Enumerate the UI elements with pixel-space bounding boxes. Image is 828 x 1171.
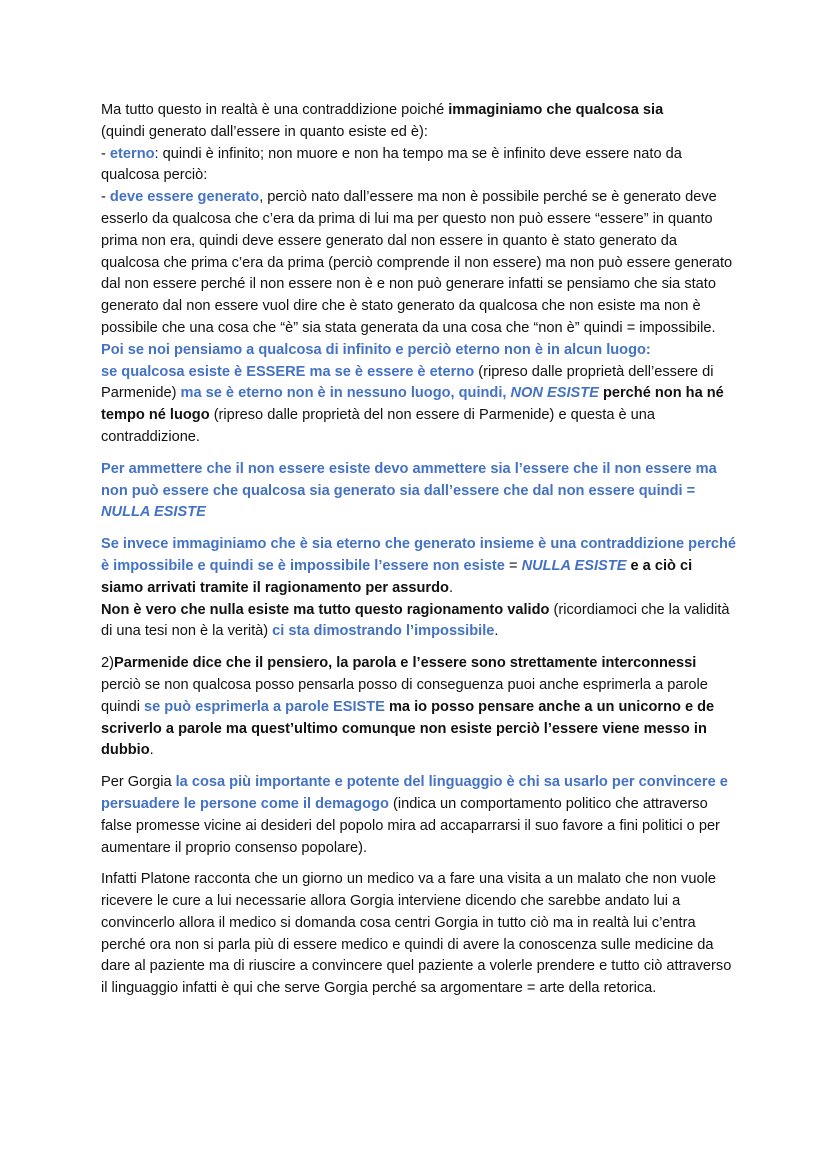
paragraph-invece xyxy=(101,534,737,643)
text-run: (ricordiamoci che la validità di una tesi non è la verità) xyxy=(101,601,730,640)
text-run: 2) xyxy=(101,655,114,672)
text-run: . xyxy=(494,623,499,640)
bold-run: Parmenide dice che il pensiero, la parola e l’essere sono strettamente interconnessi xyxy=(113,655,697,672)
text-run: : quindi è infinito; non muore e non ha tempo ma se è infinito deve essere nato da qualcosa perciò: xyxy=(101,145,682,184)
text-run: - xyxy=(101,145,110,162)
document-body xyxy=(101,100,737,1010)
paragraph-ammettere xyxy=(101,459,737,524)
bold-run: Non è vero che nulla esiste ma tutto questo ragionamento valido xyxy=(101,601,550,618)
highlight-non-esiste: NON ESISTE xyxy=(510,385,599,402)
highlight-run: ci sta dimostrando l’impossibile xyxy=(272,623,495,640)
highlight-nulla-esiste: NULLA ESISTE xyxy=(521,557,627,574)
text-run: (quindi generato dall’essere in quanto esiste ed è): xyxy=(101,123,428,140)
text-run: Infatti Platone racconta che un giorno un medico va a fare una visita a un malato che non vuole ricevere le cure a lui necessarie allora Gorgia interviene dicendo che sarebbe andato lui a convincerlo allora il medico si domanda cosa centri Gorgia in tutto ciò ma in realtà lui c’entra perché ora non si parla più di essere medico e quindi di avere la conoscenza sulle medicine da dare al paziente ma di riuscire a convincere quel paziente a volerle prendere e tutto ciò attraverso il linguaggio infatti è qui che serve Gorgia perché sa argomentare = arte della retorica. xyxy=(101,871,732,997)
highlight-run: se qualcosa esiste è ESSERE ma se è essere è eterno xyxy=(101,363,475,380)
bold-run: perché non ha né tempo né luogo xyxy=(101,385,724,424)
text-run: . xyxy=(448,579,453,596)
keyword-eterno: eterno xyxy=(109,145,155,162)
highlight-run: Se invece immaginiamo che è sia eterno che generato insieme è una contraddizione perché è impossibile e quindi se è impossibile l’essere non esiste xyxy=(101,536,737,574)
keyword-generato: deve essere generato xyxy=(109,189,260,206)
highlight-run: la cosa più importante e potente del linguaggio è chi sa usarlo per convincere e persuadere le persone come il demagogo xyxy=(101,774,728,812)
text-run: (indica un comportamento politico che attraverso false promesse vicine ai desideri del popolo mira ad accaparrarsi il suo favore a fini politici o per aumentare il proprio consenso popolare). xyxy=(101,795,720,856)
highlight-run: Poi se noi pensiamo a qualcosa di infinito e perciò eterno non è in alcun luogo: xyxy=(101,341,651,358)
text-run: perciò se non qualcosa posso pensarla posso di conseguenza puoi anche esprimerla a parole quindi xyxy=(101,676,708,715)
text-run: (ripreso dalle proprietà del non essere di Parmenide) e questa è una contraddizione. xyxy=(101,407,656,445)
paragraph-contradiction xyxy=(101,100,737,449)
paragraph-platone xyxy=(101,869,737,1000)
highlight-run: ma se è eterno non è in nessuno luogo, quindi, xyxy=(180,385,511,402)
bold-run: immaginiamo che qualcosa sia xyxy=(448,102,664,118)
text-run: (ripreso dalle proprietà dell’essere di Parmenide) xyxy=(101,363,714,402)
bold-run: e a ciò ci siamo arrivati tramite il ragionamento per assurdo xyxy=(101,557,693,596)
text-run: - xyxy=(101,189,110,206)
highlight-nulla-esiste: NULLA ESISTE xyxy=(101,504,206,521)
text-run: = xyxy=(504,557,522,574)
bold-run: ma io posso pensare anche a un unicorno e de scriverlo a parole ma quest’ultimo comunque non esiste perciò l’essere viene messo in dubbio xyxy=(101,698,715,759)
text-run: Per Gorgia xyxy=(101,774,176,791)
paragraph-parmenide xyxy=(101,653,737,762)
highlight-run: se può esprimerla a parole ESISTE xyxy=(144,698,385,715)
text-run: , perciò nato dall’essere ma non è possibile perché se è generato deve esserlo da qualcosa che c’era da prima di lui ma per questo non può essere “essere” in quanto prima non era, quindi deve essere generato dal non essere in quanto è stato generato da qualcosa che prima c’era da prima (perciò comprende il non essere) ma non può essere generato dal non essere perché il non essere non è e non può generare infatti se pensiamo che sia stato generato dal non essere vuol dire che è stato generato da qualcosa che non esiste ma non è possibile che una cosa che “è” sia stata generata da una cosa che “non è” quindi = impossibile. xyxy=(101,189,733,336)
paragraph-gorgia xyxy=(101,772,737,859)
highlight-run: Per ammettere che il non essere esiste devo ammettere sia l’essere che il non essere ma non può essere che qualcosa sia generato sia dall’essere che dal non essere quindi = xyxy=(101,460,717,499)
text-run: Ma tutto questo in realtà è una contraddizione poiché xyxy=(101,102,449,118)
text-run: . xyxy=(149,742,154,759)
